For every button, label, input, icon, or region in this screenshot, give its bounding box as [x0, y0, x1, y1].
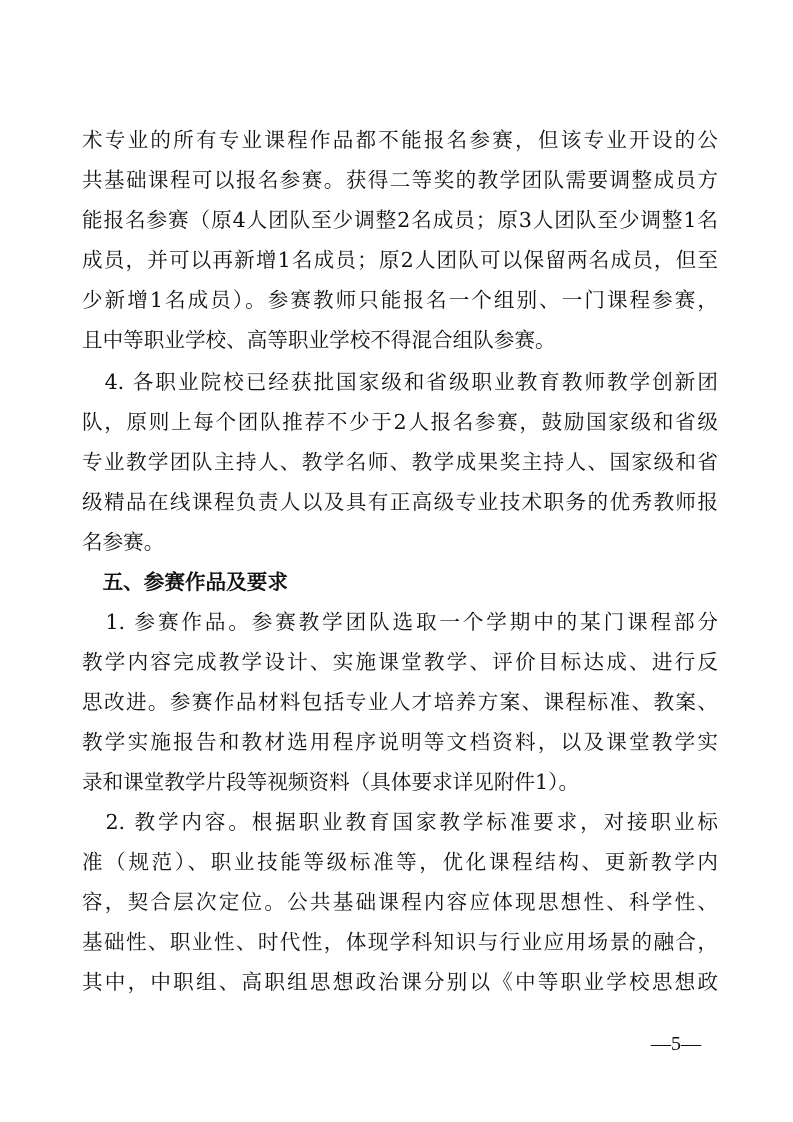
paragraph-2: [82, 362, 718, 562]
paragraph-1: [82, 120, 718, 360]
paragraph-3: [82, 602, 718, 802]
paragraph-4: [82, 802, 718, 1002]
text-line: 基础性、职业性、时代性，体现学科知识与行业应用场景的融合，: [82, 930, 718, 954]
text-line: 共基础课程可以报名参赛。获得二等奖的教学团队需要调整成员方: [82, 168, 718, 192]
text-line: 容，契合层次定位。公共基础课程内容应体现思想性、科学性、: [82, 890, 718, 914]
page-number: —5—: [651, 1033, 701, 1055]
text-line: 录和课堂教学片段等视频资料（具体要求详见附件1）。: [82, 770, 580, 794]
text-line: 且中等职业学校、高等职业学校不得混合组队参赛。: [82, 328, 556, 352]
text-line: 其中，中职组、高职组思想政治课分别以《中等职业学校思想政: [82, 970, 718, 994]
text-line: 级精品在线课程负责人以及具有正高级专业技术职务的优秀教师报: [82, 490, 718, 514]
section-heading: 五、参赛作品及要求: [82, 570, 288, 594]
text-line: 教学内容完成教学设计、实施课堂教学、评价目标达成、进行反: [82, 650, 718, 674]
text-line: 少新增1名成员）。参赛教师只能报名一个组别、一门课程参赛，: [82, 288, 718, 312]
text-line: 能报名参赛（原4人团队至少调整2名成员；原3人团队至少调整1名: [82, 208, 718, 232]
text-line: 4. 各职业院校已经获批国家级和省级职业教育教师教学创新团: [82, 370, 718, 394]
text-line: 术专业的所有专业课程作品都不能报名参赛，但该专业开设的公: [82, 128, 718, 152]
text-line: 思改进。参赛作品材料包括专业人才培养方案、课程标准、教案、: [82, 690, 718, 714]
text-line: 教学实施报告和教材选用程序说明等文档资料，以及课堂教学实: [82, 730, 718, 754]
text-line: 队，原则上每个团队推荐不少于2人报名参赛，鼓励国家级和省级: [82, 410, 718, 434]
text-line: 名参赛。: [82, 530, 165, 554]
text-line: 专业教学团队主持人、教学名师、教学成果奖主持人、国家级和省: [82, 450, 718, 474]
text-line: 准（规范）、职业技能等级标准等，优化课程结构、更新教学内: [82, 850, 718, 874]
text-line: 1. 参赛作品。参赛教学团队选取一个学期中的某门课程部分: [82, 610, 718, 634]
text-line: 2. 教学内容。根据职业教育国家教学标准要求，对接职业标: [82, 810, 718, 834]
text-line: 成员，并可以再新增1名成员；原2人团队可以保留两名成员，但至: [82, 248, 718, 272]
section-heading-5: [82, 562, 718, 602]
